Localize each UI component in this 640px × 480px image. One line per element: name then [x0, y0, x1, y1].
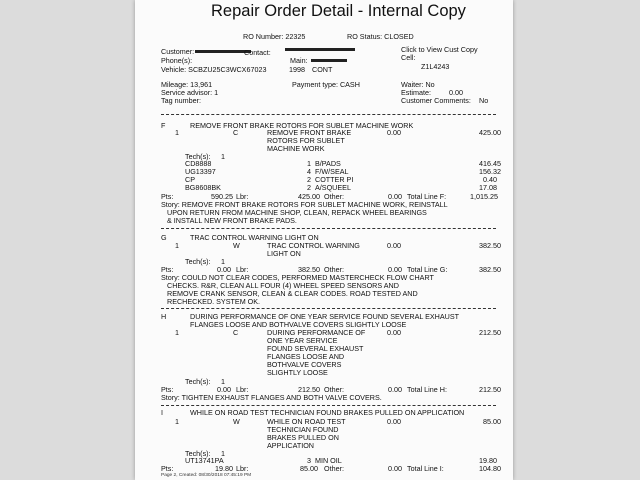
redaction-bar: [195, 50, 251, 53]
line-hours: 0.00: [387, 328, 401, 337]
vehicle-make: CONT: [312, 65, 333, 74]
pts-label: Pts:: [161, 265, 174, 274]
line-desc: DURING PERFORMANCE OF: [267, 328, 366, 337]
total-line-value: 382.50: [479, 265, 501, 274]
job-letter: H: [161, 312, 167, 321]
ro-number: RO Number: 22325: [243, 32, 306, 41]
part-desc: MIN OIL: [315, 456, 342, 465]
tech-label: Tech(s):: [185, 449, 211, 458]
lbr-value: 212.50: [298, 385, 320, 394]
total-line-label: Total Line I:: [407, 464, 444, 473]
part-number: UG13397: [185, 167, 216, 176]
line-desc: APPLICATION: [267, 441, 314, 450]
line-amount: 382.50: [479, 241, 501, 250]
total-line-label: Total Line G:: [407, 265, 448, 274]
line-number: 1: [175, 128, 179, 137]
line-amount: 212.50: [479, 328, 501, 337]
total-line-value: 212.50: [479, 385, 501, 394]
vehicle-year: 1998: [289, 65, 305, 74]
job-heading: WHILE ON ROAD TEST TECHNICIAN FOUND BRAKES PULLED ON APPLICATION: [190, 408, 465, 417]
redaction-bar: [285, 48, 355, 51]
tech-number: 1: [221, 449, 225, 458]
part-number: BG8608BK: [185, 183, 221, 192]
lbr-label: Lbr:: [236, 192, 249, 201]
line-hours: 0.00: [387, 417, 401, 426]
lbr-label: Lbr:: [236, 464, 249, 473]
line-amount: 425.00: [479, 128, 501, 137]
pts-value: 0.00: [217, 265, 231, 274]
other-label: Other:: [324, 192, 344, 201]
line-desc: TRAC CONTROL WARNING: [267, 241, 360, 250]
section-divider: [161, 114, 496, 115]
job-letter: I: [161, 408, 163, 417]
other-label: Other:: [324, 265, 344, 274]
main-phone-label: Main:: [290, 56, 308, 65]
job-heading: FLANGES LOOSE AND BOTHVALVE COVERS SLIGHTLY LOOSE: [190, 320, 407, 329]
lbr-value: 382.50: [298, 265, 320, 274]
part-price: 0.40: [483, 175, 497, 184]
total-line-label: Total Line F:: [407, 192, 447, 201]
customer-comments-label: Customer Comments:: [401, 96, 471, 105]
lbr-value: 425.00: [298, 192, 320, 201]
line-hours: 0.00: [387, 241, 401, 250]
cust-copy-link[interactable]: Click to View Cust Copy: [401, 45, 478, 54]
story-line: Story: REMOVE FRONT BRAKE ROTORS FOR SUBLET MACHINE WORK, REINSTALL: [161, 200, 448, 209]
service-advisor: Service advisor: 1: [161, 88, 219, 97]
tech-label: Tech(s):: [185, 152, 211, 161]
job-heading: DURING PERFORMANCE OF ONE YEAR SERVICE FOUND SEVERAL EXHAUST: [190, 312, 460, 321]
other-value: 0.00: [388, 464, 402, 473]
line-number: 1: [175, 417, 179, 426]
line-desc: TECHNICIAN FOUND: [267, 425, 339, 434]
section-divider: [161, 308, 496, 309]
line-desc: FOUND SEVERAL EXHAUST: [267, 344, 364, 353]
other-value: 0.00: [388, 385, 402, 394]
other-label: Other:: [324, 464, 344, 473]
job-heading: TRAC CONTROL WARNING LIGHT ON: [190, 233, 319, 242]
story-line: RECHECKED. SYSTEM OK.: [167, 297, 261, 306]
job-letter: F: [161, 121, 166, 130]
story-line: Story: COULD NOT CLEAR CODES, PERFORMED MASTERCHECK FLOW CHART: [161, 273, 434, 282]
part-desc: F/W/SEAL: [315, 167, 349, 176]
estimate-value: 0.00: [449, 88, 463, 97]
cell-label: Cell:: [401, 53, 416, 62]
pts-value: 19.80: [215, 464, 233, 473]
line-desc: ONE YEAR SERVICE: [267, 336, 338, 345]
line-type: C: [233, 128, 239, 137]
part-desc: A/SQUEEL: [315, 183, 351, 192]
part-desc: B/PADS: [315, 159, 341, 168]
line-desc: FLANGES LOOSE AND: [267, 352, 345, 361]
phone-label: Phone(s):: [161, 56, 193, 65]
estimate-label: Estimate:: [401, 88, 431, 97]
total-line-value: 104.80: [479, 464, 501, 473]
line-desc: SLIGHTLY LOOSE: [267, 368, 328, 377]
page-footer: Page 2, Created: 08/30/2018 07:45:19 PM: [161, 473, 252, 478]
lbr-value: 85.00: [300, 464, 318, 473]
line-desc: MACHINE WORK: [267, 144, 325, 153]
total-line-label: Total Line H:: [407, 385, 447, 394]
tech-label: Tech(s):: [185, 377, 211, 386]
part-price: 19.80: [479, 456, 497, 465]
line-hours: 0.00: [387, 128, 401, 137]
section-divider: [161, 405, 496, 406]
story-line: REMOVE CRANK SENSOR, CLEAN & CLEAR CODES. ROAD TESTED AND: [167, 289, 418, 298]
line-type: W: [233, 417, 240, 426]
vehicle-vin: Vehicle: SCBZU25C3WCX67023: [161, 65, 267, 74]
other-value: 0.00: [388, 265, 402, 274]
part-price: 156.32: [479, 167, 501, 176]
customer-label: Customer:: [161, 47, 195, 56]
ro-status: RO Status: CLOSED: [347, 32, 414, 41]
pts-label: Pts:: [161, 192, 174, 201]
pts-label: Pts:: [161, 464, 174, 473]
line-type: W: [233, 241, 240, 250]
story-line: CHECKS. R&R, CLEAN ALL FOUR (4) WHEEL SPEED SENSORS AND: [167, 281, 399, 290]
story-line: UPON RETURN FROM MACHINE SHOP, CLEAN, REPACK WHEEL BEARINGS: [167, 208, 427, 217]
page-title: Repair Order Detail - Internal Copy: [211, 2, 466, 20]
part-desc: COTTER PI: [315, 175, 354, 184]
tech-label: Tech(s):: [185, 257, 211, 266]
job-letter: G: [161, 233, 167, 242]
lbr-label: Lbr:: [236, 265, 249, 274]
tech-number: 1: [221, 257, 225, 266]
total-line-value: 1,015.25: [470, 192, 498, 201]
line-desc: BOTHVALVE COVERS: [267, 360, 342, 369]
contact-label: Contact:: [244, 48, 271, 57]
other-label: Other:: [324, 385, 344, 394]
part-number: CP: [185, 175, 195, 184]
repair-order-page: [135, 0, 513, 480]
tech-number: 1: [221, 152, 225, 161]
line-desc: WHILE ON ROAD TEST: [267, 417, 346, 426]
cell-code: Z1L4243: [421, 62, 450, 71]
line-number: 1: [175, 241, 179, 250]
waiter: Waiter: No: [401, 80, 435, 89]
lbr-label: Lbr:: [236, 385, 249, 394]
customer-comments-value: No: [479, 96, 489, 105]
line-number: 1: [175, 328, 179, 337]
line-desc: BRAKES PULLED ON: [267, 433, 339, 442]
part-qty: 2: [307, 183, 311, 192]
tag-number: Tag number:: [161, 96, 201, 105]
part-qty: 3: [307, 456, 311, 465]
pts-value: 0.00: [217, 385, 231, 394]
other-value: 0.00: [388, 192, 402, 201]
pts-label: Pts:: [161, 385, 174, 394]
line-type: C: [233, 328, 239, 337]
story-line: & INSTALL NEW FRONT BRAKE PADS.: [167, 216, 297, 225]
line-desc: LIGHT ON: [267, 249, 301, 258]
part-qty: 1: [307, 159, 311, 168]
part-qty: 4: [307, 167, 311, 176]
line-amount: 85.00: [483, 417, 501, 426]
payment-type: Payment type: CASH: [292, 80, 360, 89]
story-line: Story: TIGHTEN EXHAUST FLANGES AND BOTH VALVE COVERS.: [161, 393, 382, 402]
redaction-bar: [311, 59, 347, 62]
pts-value: 590.25: [211, 192, 233, 201]
job-heading: REMOVE FRONT BRAKE ROTORS FOR SUBLET MACHINE WORK: [190, 121, 414, 130]
section-divider: [161, 228, 496, 229]
part-number: UT13741PA: [185, 456, 224, 465]
mileage: Mileage: 13,961: [161, 80, 213, 89]
part-price: 17.08: [479, 183, 497, 192]
part-price: 416.45: [479, 159, 501, 168]
line-desc: REMOVE FRONT BRAKE: [267, 128, 352, 137]
part-qty: 2: [307, 175, 311, 184]
line-desc: ROTORS FOR SUBLET: [267, 136, 345, 145]
part-number: CD8888: [185, 159, 212, 168]
tech-number: 1: [221, 377, 225, 386]
